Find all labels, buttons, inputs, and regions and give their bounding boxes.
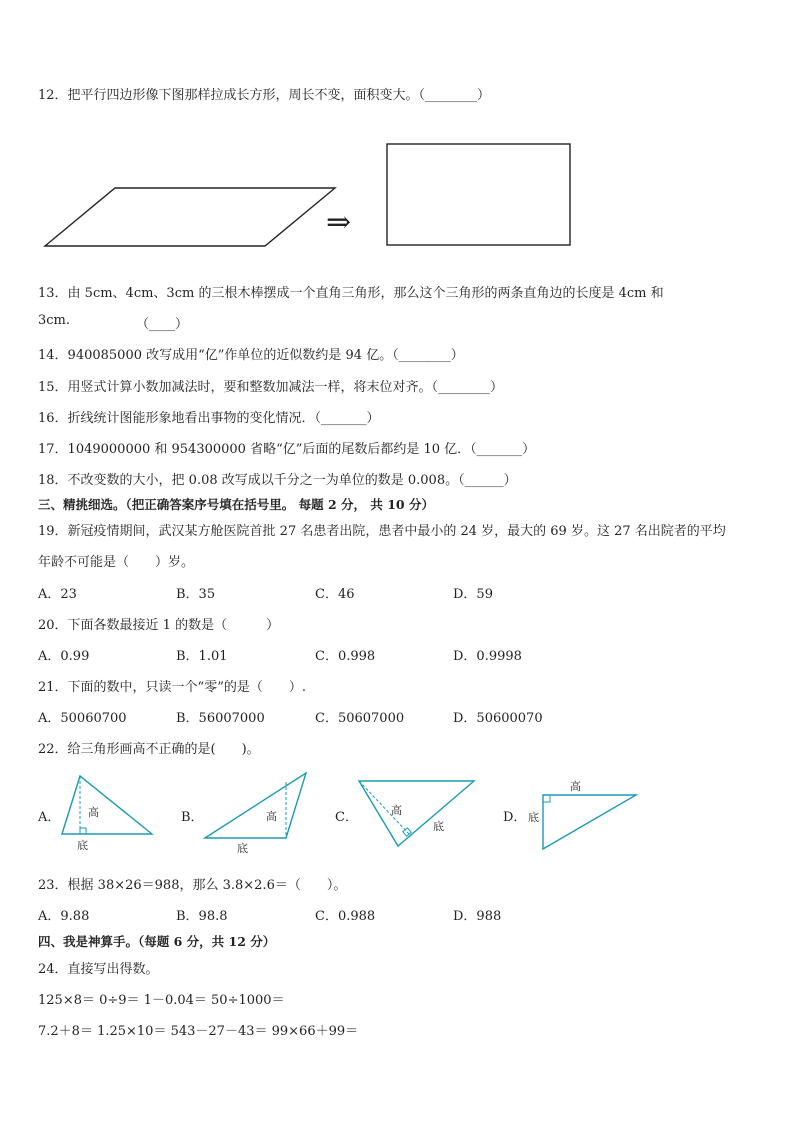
q22-c-height-label: 高 xyxy=(391,804,402,817)
q22-b-base-label: 底 xyxy=(237,842,248,855)
q23-option-b: B．98.8 xyxy=(176,909,228,924)
q22-triangle-c xyxy=(356,778,478,850)
q21-option-a: A．50060700 xyxy=(38,711,127,726)
q22-a-height-label: 高 xyxy=(88,806,99,819)
rectangle-figure xyxy=(385,142,575,248)
question-15: 15．用竖式计算小数加减法时，要和整数加减法一样，将末位对齐。（________） xyxy=(38,380,504,395)
question-13-line2: 3cm. xyxy=(38,313,71,328)
question-18: 18．不改变数的大小，把 0.08 改写成以千分之一为单位的数是 0.008。（______） xyxy=(38,473,517,488)
q19-option-b: B．35 xyxy=(176,587,216,602)
question-13-blank: （____） xyxy=(136,317,189,332)
q23-option-c: C．0.988 xyxy=(315,909,376,924)
q22-b-height-label: 高 xyxy=(266,810,277,823)
q22-d-base-label: 底 xyxy=(528,811,539,824)
question-22: 22．给三角形画高不正确的是( )。 xyxy=(38,742,260,757)
q22-d-height-label: 高 xyxy=(570,780,581,793)
question-23: 23．根据 38×26＝988，那么 3.8×2.6＝（ ）。 xyxy=(38,878,347,893)
q22-triangle-d xyxy=(540,792,640,852)
q21-option-d: D．50600070 xyxy=(453,711,543,726)
q20-option-b: B．1.01 xyxy=(176,649,228,664)
q22-triangle-b xyxy=(202,770,312,842)
q21-option-b: B．56007000 xyxy=(176,711,265,726)
question-12: 12．把平行四边形像下图那样拉成长方形，周长不变，面积变大。（________） xyxy=(38,88,491,103)
q22-c-base-label: 底 xyxy=(433,820,444,833)
q20-option-c: C．0.998 xyxy=(315,649,376,664)
q24-row-1: 125×8＝ 0÷9＝ 1－0.04＝ 50÷1000＝ xyxy=(38,993,285,1008)
q20-option-d: D．0.9998 xyxy=(453,649,522,664)
q24-row-2: 7.2＋8＝ 1.25×10＝ 543－27－43＝ 99×66＋99＝ xyxy=(38,1024,359,1039)
q19-option-d: D．59 xyxy=(453,587,493,602)
q20-option-a: A．0.99 xyxy=(38,649,90,664)
question-16: 16．折线统计图能形象地看出事物的变化情况．（_______） xyxy=(38,411,380,426)
question-13-line1: 13．由 5cm、4cm、3cm 的三根木棒摆成一个直角三角形，那么这个三角形的两条直角边的长度是 4cm 和 xyxy=(38,286,664,301)
q21-option-c: C．50607000 xyxy=(315,711,405,726)
section-4-heading: 四、我是神算手。（每题 6 分，共 12 分） xyxy=(38,934,276,949)
q19-option-a: A．23 xyxy=(38,587,77,602)
section-3-heading: 三、精挑细选。（把正确答案序号填在括号里。 每题 2 分， 共 10 分） xyxy=(38,497,434,512)
transform-arrow-icon: ⇒ xyxy=(326,205,352,240)
q22-option-c-label: C． xyxy=(335,810,358,825)
question-14: 14．940085000 改写成用“亿”作单位的近似数约是 94 亿。（________） xyxy=(38,348,464,363)
question-17: 17．1049000000 和 954300000 省略“亿”后面的尾数后都约是 10 亿．（_______） xyxy=(38,442,536,457)
q22-option-b-label: B． xyxy=(181,810,204,825)
question-19-line2: 年龄不可能是（ ）岁。 xyxy=(38,555,195,570)
question-20: 20．下面各数最接近 1 的数是（ ） xyxy=(38,618,280,633)
q22-triangle-a xyxy=(60,772,160,838)
q23-option-a: A．9.88 xyxy=(38,909,90,924)
q22-option-a-label: A． xyxy=(38,810,61,825)
q19-option-c: C．46 xyxy=(315,587,355,602)
q22-a-base-label: 底 xyxy=(77,839,88,852)
question-19-line1: 19．新冠疫情期间，武汉某方舱医院首批 27 名患者出院，患者中最小的 24 岁，最大的 69 岁。这 27 名出院者的平均 xyxy=(38,524,726,539)
parallelogram-figure xyxy=(40,180,340,252)
q22-option-d-label: D． xyxy=(503,810,527,825)
question-24: 24．直接写出得数。 xyxy=(38,962,159,977)
question-21: 21．下面的数中，只读一个“零”的是（ ）. xyxy=(38,680,306,695)
q23-option-d: D．988 xyxy=(453,909,502,924)
